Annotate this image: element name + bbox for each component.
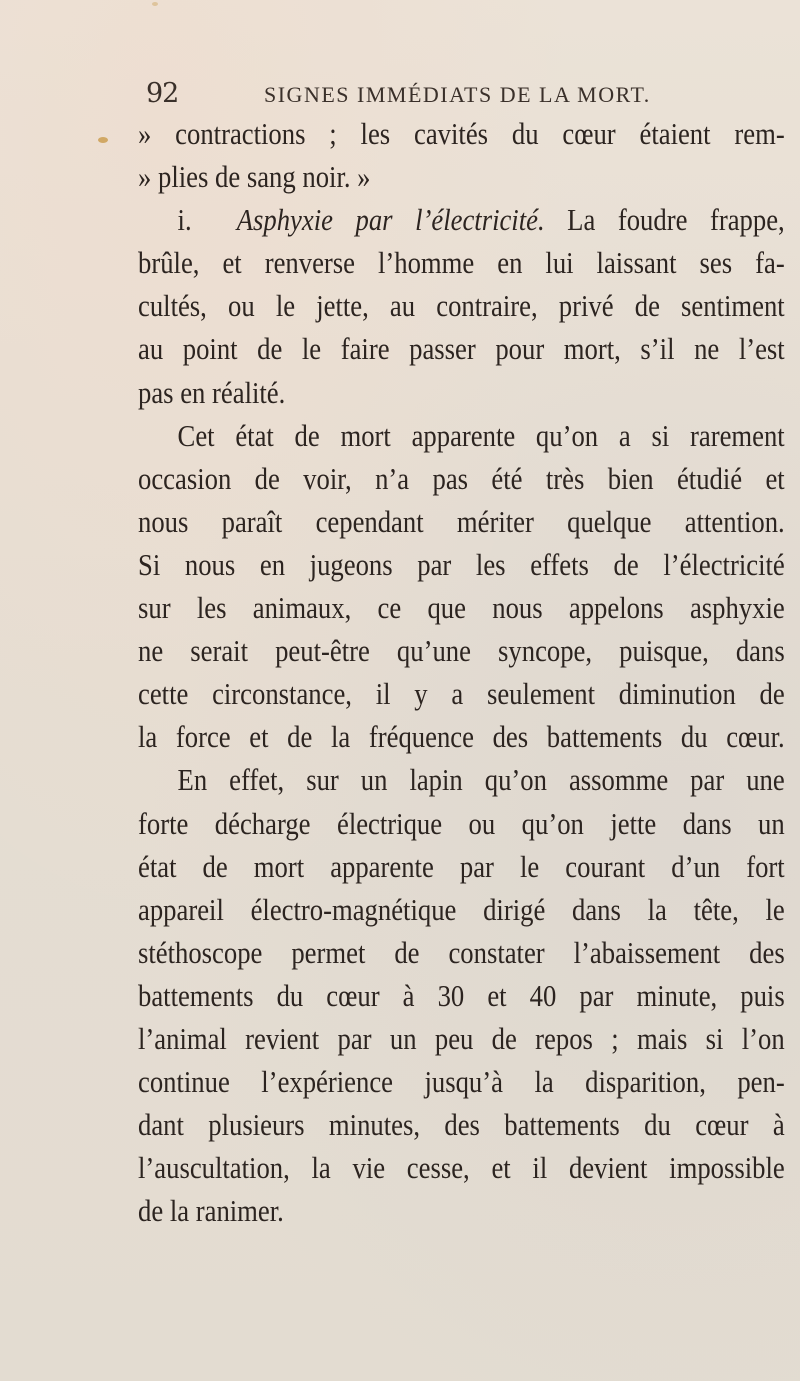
running-title: SIGNES IMMÉDIATS DE LA MORT.	[264, 82, 651, 107]
text-line: occasion de voir, n’a pas été très bien étudié et	[138, 460, 785, 496]
text-line: ne serait peut-être qu’une syncope, puisque, dans	[138, 633, 785, 669]
page-number: 92	[146, 78, 179, 109]
text-line: forte décharge électrique ou qu’on jette dans un	[138, 805, 785, 841]
paper-speck	[152, 2, 158, 6]
section-heading-line	[138, 198, 785, 241]
text-line: la force et de la fréquence des battements du cœur.	[138, 719, 785, 755]
text-line: état de mort apparente par le courant d’un fort	[138, 848, 785, 884]
section-marker: i.	[177, 202, 192, 238]
text-line: stéthoscope permet de constater l’abaissement des	[138, 934, 785, 970]
text-line: appareil électro-magnétique dirigé dans la tête, le	[138, 891, 785, 927]
text-line: sur les animaux, ce que nous appelons asphyxie	[138, 590, 785, 626]
text-line: l’animal revient par un peu de repos ; mais si l’on	[138, 1020, 785, 1056]
text-line: Si nous en jugeons par les effets de l’électricité	[138, 546, 785, 582]
running-head	[146, 78, 786, 108]
text-line: continue l’expérience jusqu’à la disparition, pen-	[138, 1064, 785, 1100]
text-line: pas en réalité.	[138, 374, 286, 410]
text-line: cette circonstance, il y a seulement diminution de	[138, 676, 785, 712]
text-line: nous paraît cependant mériter quelque attention.	[138, 503, 785, 539]
body-text	[138, 112, 788, 1232]
text-line: l’auscultation, la vie cesse, et il devient impossible	[138, 1150, 785, 1186]
text-line: cultés, ou le jette, au contraire, privé de sentiment	[138, 288, 785, 324]
text-line: En effet, sur un lapin qu’on assomme par une	[177, 762, 785, 798]
text-fragment: La foudre frappe,	[567, 202, 785, 238]
text-line: au point de le faire passer pour mort, s’il ne l’est	[138, 331, 785, 367]
text-line: Cet état de mort apparente qu’on a si rarement	[177, 417, 785, 453]
text-line: dant plusieurs minutes, des battements du cœur à	[138, 1107, 785, 1143]
section-title: Asphyxie par l’électricité.	[236, 202, 545, 238]
text-line: » contractions ; les cavités du cœur étaient rem-	[138, 116, 785, 151]
text-line: » plies de sang noir. »	[138, 159, 371, 195]
text-line: de la ranimer.	[138, 1193, 284, 1229]
text-line: brûle, et renverse l’homme en lui laissant ses fa-	[138, 245, 785, 281]
text-line: battements du cœur à 30 et 40 par minute, puis	[138, 977, 785, 1013]
paper-speck	[98, 137, 108, 143]
